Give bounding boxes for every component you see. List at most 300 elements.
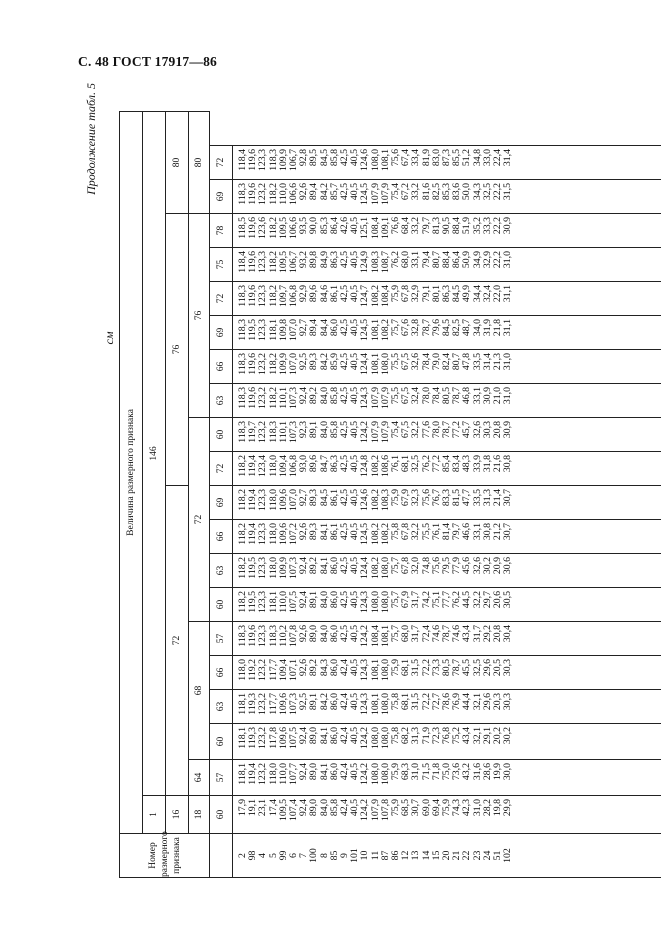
table-cell: 119,6 bbox=[247, 149, 259, 171]
table-cell: 89,6 bbox=[308, 455, 320, 473]
table-cell: 118,1 bbox=[267, 591, 279, 613]
table-cell: 118,2 bbox=[237, 489, 248, 511]
sub-col-header: 66 bbox=[210, 656, 233, 690]
table-cell: 85,8 bbox=[328, 149, 340, 167]
table-cell: 119,6 bbox=[247, 353, 259, 375]
group-header: 146 bbox=[143, 111, 166, 795]
table-cell: 30,0 bbox=[502, 763, 514, 781]
col-header: 76 bbox=[189, 214, 210, 418]
table-cell: 124,5 bbox=[359, 183, 371, 206]
table-cell: 86,1 bbox=[328, 489, 340, 507]
table-cell: 108,2 bbox=[379, 319, 391, 342]
table-cell: 75,4 bbox=[390, 421, 402, 439]
table-cell: 67,9 bbox=[400, 489, 412, 507]
table-cell: 123,3 bbox=[257, 285, 269, 308]
table-cell: 40,5 bbox=[349, 455, 361, 473]
table-cell: 69,4 bbox=[430, 799, 442, 817]
table-cell: 107,3 bbox=[288, 421, 300, 444]
table-cell: 40,5 bbox=[349, 557, 361, 575]
row-label-header: Номер размерного признака bbox=[120, 834, 210, 878]
table-cell: 40,5 bbox=[349, 149, 361, 167]
table-cell: 46,6 bbox=[461, 523, 473, 541]
table-cell: 108,0 bbox=[379, 659, 391, 682]
table-cell: 107,0 bbox=[288, 353, 300, 376]
table-cell: 79,6 bbox=[430, 319, 442, 337]
table-cell: 80,5 bbox=[441, 387, 453, 405]
table-cell: 30,9 bbox=[481, 387, 493, 405]
table-cell: 32,9 bbox=[410, 285, 422, 303]
table-cell: 124,2 bbox=[359, 799, 371, 822]
sub-col-header: 66 bbox=[210, 520, 233, 554]
table-cell: 108,4 bbox=[369, 217, 381, 240]
table-cell: 68,5 bbox=[400, 799, 412, 817]
table-cell: 107,0 bbox=[288, 319, 300, 342]
sub-col-header: 75 bbox=[210, 248, 233, 282]
table-cell: 42,5 bbox=[339, 523, 351, 541]
sub-col-header: 78 bbox=[210, 214, 233, 248]
table-cell: 118,3 bbox=[237, 285, 248, 307]
table-cell: 123,3 bbox=[257, 489, 269, 512]
table-cell: 82,4 bbox=[441, 353, 453, 371]
table-cell: 119,6 bbox=[247, 217, 259, 239]
table-cell: 83,6 bbox=[451, 183, 463, 201]
table-cell: 80,7 bbox=[430, 251, 442, 269]
table-cell: 33,2 bbox=[410, 183, 422, 201]
table-cell: 28,2 bbox=[481, 799, 493, 817]
value-column bbox=[233, 520, 661, 554]
table-cell: 75,7 bbox=[390, 319, 402, 337]
table-cell: 118,1 bbox=[237, 727, 248, 749]
table-cell: 42,5 bbox=[339, 285, 351, 303]
table-cell: 78,7 bbox=[420, 319, 432, 337]
table-caption: Продолжение табл. 5 bbox=[84, 83, 98, 195]
table-cell: 118,3 bbox=[237, 353, 248, 375]
row-number: 10 bbox=[359, 850, 371, 861]
value-column bbox=[233, 350, 661, 384]
table-cell: 108,3 bbox=[379, 489, 391, 512]
table-cell: 42,4 bbox=[339, 763, 351, 781]
table-cell: 109,6 bbox=[277, 693, 289, 716]
table-cell: 40,5 bbox=[349, 763, 361, 781]
table-cell: 89,1 bbox=[308, 421, 320, 439]
table-cell: 78,0 bbox=[430, 421, 442, 439]
table-cell: 22,2 bbox=[492, 251, 504, 269]
table-cell: 88,4 bbox=[441, 251, 453, 269]
table-cell: 75,1 bbox=[430, 591, 442, 609]
value-column bbox=[233, 588, 661, 622]
table-cell: 75,9 bbox=[441, 799, 453, 817]
group-header: 76 bbox=[166, 214, 189, 486]
table-cell: 30,3 bbox=[481, 421, 493, 439]
table-cell: 118,4 bbox=[237, 149, 248, 171]
table-cell: 123,2 bbox=[257, 353, 269, 376]
table-cell: 32,4 bbox=[410, 387, 422, 405]
table-cell: 75,9 bbox=[390, 285, 402, 303]
table-cell: 83,0 bbox=[430, 149, 442, 167]
table-cell: 89,3 bbox=[308, 523, 320, 541]
table-cell: 40,5 bbox=[349, 285, 361, 303]
table-cell: 80,1 bbox=[430, 285, 442, 303]
table-cell: 74,3 bbox=[451, 799, 463, 817]
table-cell: 44,5 bbox=[461, 591, 473, 609]
table-cell: 77,9 bbox=[451, 557, 463, 575]
value-label-header: Величина размерного признака bbox=[120, 111, 143, 833]
table-cell: 75,4 bbox=[390, 183, 402, 201]
value-column bbox=[233, 180, 661, 214]
table-cell: 117,8 bbox=[267, 727, 279, 749]
table-cell: 42,5 bbox=[339, 591, 351, 609]
table-cell: 107,8 bbox=[379, 799, 391, 822]
table-cell: 118,1 bbox=[267, 319, 279, 341]
table-cell: 75,5 bbox=[390, 353, 402, 371]
table-cell: 78,6 bbox=[441, 693, 453, 711]
table-cell: 30,4 bbox=[502, 625, 514, 643]
table-cell: 118,1 bbox=[237, 763, 248, 785]
row-number: 85 bbox=[328, 850, 340, 861]
table-cell: 86,3 bbox=[328, 251, 340, 269]
value-column bbox=[233, 796, 661, 834]
table-cell: 124,7 bbox=[359, 285, 371, 308]
table-cell: 49,9 bbox=[461, 285, 473, 303]
table-cell: 108,0 bbox=[369, 149, 381, 172]
table-cell: 30,2 bbox=[481, 557, 493, 575]
table-cell: 71,5 bbox=[420, 763, 432, 781]
row-number: 102 bbox=[502, 848, 514, 863]
table-cell: 31,5 bbox=[410, 659, 422, 677]
value-column bbox=[233, 452, 661, 486]
row-number: 100 bbox=[308, 848, 320, 863]
table-cell: 33,3 bbox=[481, 217, 493, 235]
table-cell: 118,3 bbox=[237, 319, 248, 341]
value-column bbox=[233, 554, 661, 588]
table-cell: 43,4 bbox=[461, 727, 473, 745]
table-cell: 124,3 bbox=[359, 693, 371, 716]
table-cell: 92,4 bbox=[298, 557, 310, 575]
table-cell: 43,2 bbox=[461, 763, 473, 781]
table-cell: 109,6 bbox=[277, 523, 289, 546]
value-column bbox=[233, 724, 661, 760]
table-cell: 124,6 bbox=[359, 489, 371, 512]
table-cell: 108,2 bbox=[369, 455, 381, 478]
table-cell: 123,2 bbox=[257, 693, 269, 716]
table-cell: 69,0 bbox=[420, 799, 432, 817]
table-cell: 119,6 bbox=[247, 285, 259, 307]
table-cell: 76,8 bbox=[441, 727, 453, 745]
table-cell: 22,2 bbox=[492, 183, 504, 201]
sub-col-header: 69 bbox=[210, 316, 233, 350]
table-cell: 118,2 bbox=[237, 455, 248, 477]
table-cell: 86,1 bbox=[328, 523, 340, 541]
table-cell: 72,4 bbox=[420, 625, 432, 643]
table-cell: 67,2 bbox=[400, 183, 412, 201]
table-cell: 85,8 bbox=[328, 799, 340, 817]
table-cell: 109,4 bbox=[277, 659, 289, 682]
table-cell: 23,1 bbox=[257, 799, 269, 817]
table-cell: 20,5 bbox=[492, 659, 504, 677]
table-cell: 124,5 bbox=[359, 319, 371, 342]
table-cell: 85,5 bbox=[451, 149, 463, 167]
table-cell: 32,0 bbox=[410, 557, 422, 575]
table-cell: 89,0 bbox=[308, 625, 320, 643]
table-cell: 106,6 bbox=[288, 183, 300, 206]
table-cell: 29,6 bbox=[481, 693, 493, 711]
data-table bbox=[119, 77, 661, 878]
row-number: 99 bbox=[277, 850, 289, 861]
table-cell: 75,9 bbox=[390, 763, 402, 781]
table-cell: 31,4 bbox=[481, 353, 493, 371]
row-number: 7 bbox=[298, 853, 310, 858]
table-cell: 106,7 bbox=[288, 149, 300, 172]
table-cell: 117,7 bbox=[267, 693, 279, 715]
table-cell: 93,2 bbox=[298, 251, 310, 269]
table-cell: 108,0 bbox=[379, 763, 391, 786]
table-cell: 40,5 bbox=[349, 251, 361, 269]
table-cell: 119,5 bbox=[247, 319, 259, 341]
col-header: 68 bbox=[189, 622, 210, 760]
table-cell: 42,6 bbox=[339, 217, 351, 235]
table-cell: 73,6 bbox=[451, 763, 463, 781]
table-cell: 109,5 bbox=[277, 217, 289, 240]
table-cell: 40,5 bbox=[349, 591, 361, 609]
table-cell: 92,5 bbox=[298, 353, 310, 371]
table-cell: 92,9 bbox=[298, 285, 310, 303]
table-cell: 84,0 bbox=[318, 421, 330, 439]
table-cell: 42,5 bbox=[339, 319, 351, 337]
table-cell: 124,2 bbox=[359, 421, 371, 444]
table-cell: 110,0 bbox=[277, 763, 289, 785]
table-cell: 85,3 bbox=[441, 183, 453, 201]
table-cell: 75,8 bbox=[390, 727, 402, 745]
table-cell: 42,5 bbox=[339, 387, 351, 405]
table-cell: 31,8 bbox=[481, 455, 493, 473]
table-cell: 118,5 bbox=[237, 217, 248, 239]
table-cell: 17,9 bbox=[237, 799, 248, 817]
table-cell: 124,4 bbox=[359, 557, 371, 580]
table-cell: 107,3 bbox=[288, 693, 300, 716]
table-cell: 92,4 bbox=[298, 799, 310, 817]
table-cell: 108,7 bbox=[379, 251, 391, 274]
table-cell: 32,8 bbox=[410, 319, 422, 337]
table-cell: 46,8 bbox=[461, 387, 473, 405]
table-cell: 123,2 bbox=[257, 659, 269, 682]
table-cell: 67,4 bbox=[400, 149, 412, 167]
table-cell: 77,2 bbox=[430, 455, 442, 473]
sub-col-header: 66 bbox=[210, 350, 233, 384]
row-number: 98 bbox=[247, 850, 259, 861]
table-cell: 85,7 bbox=[328, 183, 340, 201]
table-cell: 30,5 bbox=[502, 591, 514, 609]
table-cell: 109,4 bbox=[277, 455, 289, 478]
table-cell: 118,2 bbox=[237, 591, 248, 613]
table-cell: 118,0 bbox=[267, 489, 279, 511]
table-cell: 123,3 bbox=[257, 591, 269, 614]
table-cell: 123,3 bbox=[257, 625, 269, 648]
table-cell: 31,0 bbox=[410, 763, 422, 781]
table-cell: 89,5 bbox=[308, 149, 320, 167]
table-cell: 22,2 bbox=[492, 217, 504, 235]
table-cell: 109,5 bbox=[277, 251, 289, 274]
table-cell: 84,1 bbox=[318, 763, 330, 781]
table-cell: 110,0 bbox=[277, 591, 289, 613]
table-cell: 92,8 bbox=[298, 149, 310, 167]
table-cell: 108,0 bbox=[369, 727, 381, 750]
table-cell: 118,3 bbox=[237, 183, 248, 205]
table-cell: 89,0 bbox=[308, 763, 320, 781]
table-cell: 86,0 bbox=[328, 319, 340, 337]
table-cell: 84,5 bbox=[318, 149, 330, 167]
table-cell: 106,8 bbox=[288, 455, 300, 478]
table-cell: 109,8 bbox=[277, 319, 289, 342]
table-cell: 108,2 bbox=[369, 557, 381, 580]
table-cell: 119,6 bbox=[247, 251, 259, 273]
row-number: 13 bbox=[410, 850, 422, 861]
table-cell: 40,5 bbox=[349, 183, 361, 201]
table-cell: 74,2 bbox=[420, 591, 432, 609]
table-cell: 42,5 bbox=[339, 353, 351, 371]
table-cell: 108,3 bbox=[369, 251, 381, 274]
row-number: 86 bbox=[390, 850, 402, 861]
table-cell: 108,2 bbox=[379, 523, 391, 546]
table-cell: 68,1 bbox=[400, 659, 412, 677]
table-cell: 107,9 bbox=[379, 183, 391, 206]
table-cell: 33,5 bbox=[471, 353, 483, 371]
table-cell: 71,8 bbox=[430, 763, 442, 781]
table-cell: 117,7 bbox=[267, 659, 279, 681]
value-column bbox=[233, 282, 661, 316]
table-cell: 75,9 bbox=[390, 799, 402, 817]
table-cell: 83,3 bbox=[441, 489, 453, 507]
table-cell: 84,0 bbox=[318, 625, 330, 643]
table-cell: 79,7 bbox=[420, 217, 432, 235]
table-cell: 32,5 bbox=[481, 183, 493, 201]
table-cell: 67,5 bbox=[400, 353, 412, 371]
table-cell: 123,2 bbox=[257, 387, 269, 410]
table-cell: 124,2 bbox=[359, 625, 371, 648]
table-cell: 110,1 bbox=[277, 421, 289, 443]
table-cell: 109,9 bbox=[277, 353, 289, 376]
table-cell: 72,7 bbox=[430, 693, 442, 711]
table-cell: 42,5 bbox=[339, 625, 351, 643]
table-cell: 92,4 bbox=[298, 727, 310, 745]
table-cell: 118,4 bbox=[237, 251, 248, 273]
table-cell: 42,5 bbox=[339, 489, 351, 507]
table-cell: 92,3 bbox=[298, 421, 310, 439]
table-cell: 80,5 bbox=[441, 659, 453, 677]
table-cell: 92,6 bbox=[298, 625, 310, 643]
table-cell: 33,0 bbox=[481, 149, 493, 167]
table-cell: 68,2 bbox=[400, 727, 412, 745]
table-cell: 30,3 bbox=[502, 693, 514, 711]
table-cell: 118,1 bbox=[237, 693, 248, 715]
row-number: 6 bbox=[288, 853, 300, 858]
table-cell: 29,6 bbox=[481, 659, 493, 677]
table-cell: 22,4 bbox=[492, 149, 504, 167]
table-cell: 34,9 bbox=[471, 251, 483, 269]
table-cell: 68,3 bbox=[400, 763, 412, 781]
table-cell: 107,1 bbox=[288, 659, 300, 682]
table-cell: 119,6 bbox=[247, 183, 259, 205]
table-cell: 31,0 bbox=[502, 251, 514, 269]
table-cell: 119,6 bbox=[247, 625, 259, 647]
table-cell: 107,8 bbox=[288, 625, 300, 648]
table-cell: 48,3 bbox=[461, 455, 473, 473]
table-cell: 84,6 bbox=[318, 285, 330, 303]
sub-col-header: 60 bbox=[210, 796, 233, 834]
table-cell: 45,6 bbox=[461, 557, 473, 575]
table-cell: 109,6 bbox=[277, 727, 289, 750]
sub-col-header: 69 bbox=[210, 180, 233, 214]
table-cell: 124,9 bbox=[359, 251, 371, 274]
table-cell: 92,4 bbox=[298, 591, 310, 609]
table-cell: 108,1 bbox=[369, 693, 381, 716]
table-cell: 118,0 bbox=[267, 763, 279, 785]
table-cell: 108,6 bbox=[379, 455, 391, 478]
table-cell: 108,1 bbox=[379, 625, 391, 648]
sub-col-header: 60 bbox=[210, 588, 233, 622]
row-number: 14 bbox=[420, 850, 432, 861]
table-cell: 30,7 bbox=[502, 523, 514, 541]
col-header: 72 bbox=[189, 418, 210, 622]
table-cell: 32,2 bbox=[410, 523, 422, 541]
table-cell: 123,3 bbox=[257, 149, 269, 172]
value-column bbox=[233, 146, 661, 180]
table-cell: 76,1 bbox=[430, 523, 442, 541]
row-number: 9 bbox=[339, 853, 351, 858]
table-cell: 119,4 bbox=[247, 455, 259, 477]
table-cell: 31,0 bbox=[502, 387, 514, 405]
table-cell: 108,4 bbox=[379, 285, 391, 308]
table-cell: 87,3 bbox=[441, 149, 453, 167]
table-cell: 86,0 bbox=[328, 557, 340, 575]
table-cell: 30,7 bbox=[410, 799, 422, 817]
table-cell: 29,1 bbox=[481, 727, 493, 745]
table-cell: 75,5 bbox=[420, 523, 432, 541]
table-cell: 75,7 bbox=[390, 591, 402, 609]
table-cell: 40,5 bbox=[349, 421, 361, 439]
table-cell: 86,0 bbox=[328, 693, 340, 711]
table-cell: 124,3 bbox=[359, 659, 371, 682]
table-cell: 43,4 bbox=[461, 625, 473, 643]
table-cell: 20,6 bbox=[492, 591, 504, 609]
table-cell: 31,0 bbox=[502, 353, 514, 371]
table-cell: 108,2 bbox=[369, 285, 381, 308]
table-cell: 76,2 bbox=[420, 455, 432, 473]
table-cell: 119,5 bbox=[247, 591, 259, 613]
table-cell: 74,8 bbox=[420, 557, 432, 575]
table-cell: 107,4 bbox=[288, 799, 300, 822]
sub-col-header: 63 bbox=[210, 384, 233, 418]
table-cell: 67,8 bbox=[400, 557, 412, 575]
table-cell: 20,3 bbox=[492, 693, 504, 711]
table-cell: 85,9 bbox=[328, 353, 340, 371]
table-cell: 108,1 bbox=[379, 149, 391, 172]
table-cell: 28,6 bbox=[481, 763, 493, 781]
table-cell: 118,3 bbox=[237, 387, 248, 409]
table-cell: 84,2 bbox=[318, 183, 330, 201]
table-cell: 81,4 bbox=[441, 523, 453, 541]
value-column bbox=[233, 384, 661, 418]
table-cell: 119,5 bbox=[247, 557, 259, 579]
col-header: 64 bbox=[189, 760, 210, 796]
table-cell: 29,7 bbox=[481, 591, 493, 609]
table-cell: 42,5 bbox=[339, 421, 351, 439]
table-cell: 73,3 bbox=[430, 659, 442, 677]
table-cell: 119,4 bbox=[247, 523, 259, 545]
table-cell: 123,4 bbox=[257, 455, 269, 478]
table-cell: 31,7 bbox=[410, 591, 422, 609]
table-cell: 123,3 bbox=[257, 319, 269, 342]
table-cell: 75,6 bbox=[420, 489, 432, 507]
